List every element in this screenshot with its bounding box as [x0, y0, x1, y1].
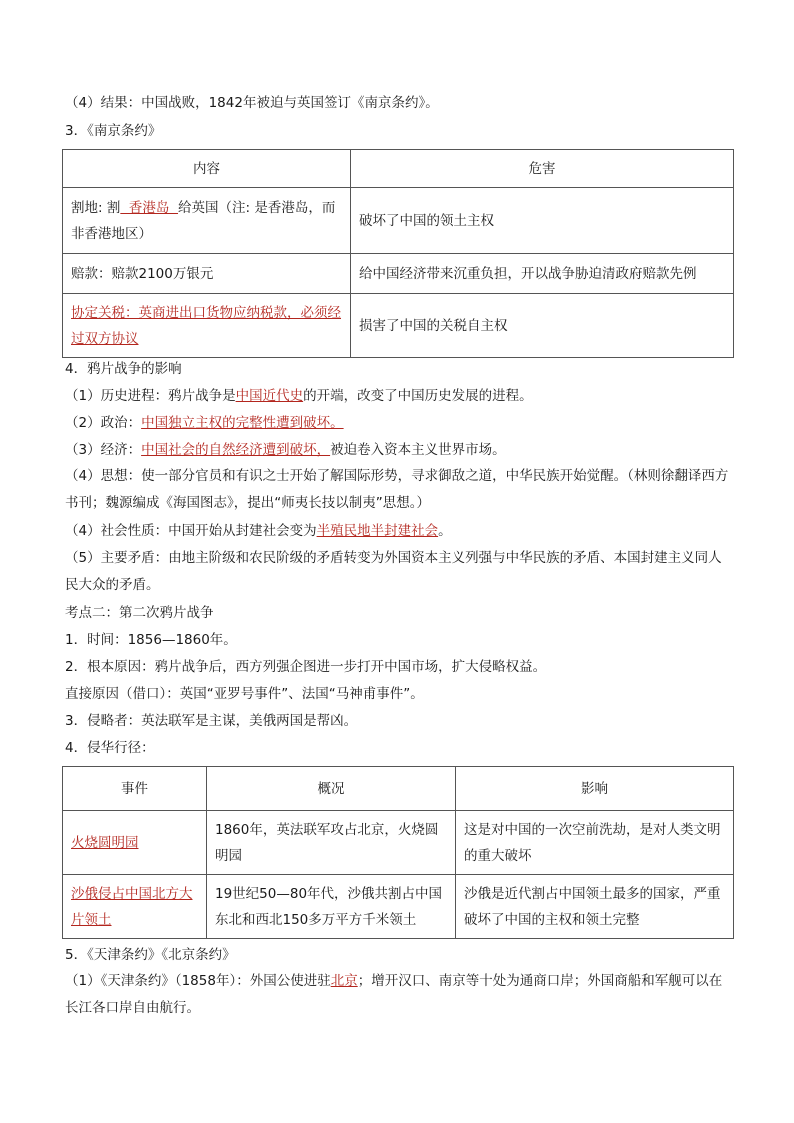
indemnity-harm-cell: 给中国经济带来沉重负担，开以战争胁迫清政府赔款先例: [351, 254, 734, 294]
crimes-table: [62, 766, 734, 939]
tariff-answer: 协定关税：英商进出口货物应纳税款，必须经过双方协议: [71, 304, 341, 347]
header-impact: 影响: [456, 767, 734, 811]
society-answer: 半殖民地半封建社会: [316, 523, 439, 539]
second-war-root-cause: 2．根本原因：鸦片战争后，西方列强企图进一步打开中国市场，扩大侵略权益。: [65, 659, 547, 675]
impact-history-line: [65, 386, 533, 406]
economy-suffix: 被迫卷入资本主义世界市场。: [330, 442, 506, 458]
tianjin-treaty-paragraph: [65, 968, 733, 1022]
table-row: [63, 875, 734, 939]
header-event: 事件: [63, 767, 207, 811]
cession-suffix: 给英国（注: 是香港岛，而非香港地区）: [71, 199, 336, 242]
second-war-aggressors: 3．侵略者：英法联军是主谋，美俄两国是帮凶。: [65, 713, 358, 729]
header-summary: 概况: [207, 767, 456, 811]
indemnity-cell: 赔款：赔款2100万银元: [63, 254, 351, 294]
economy-answer: 中国社会的自然经济遭到破坏，: [141, 442, 331, 458]
cession-prefix: 割地: 割: [71, 199, 121, 216]
table-header-row: [63, 150, 734, 188]
impact-cell: 沙俄是近代割占中国领土最多的国家，严重破坏了中国的主权和领土完整: [456, 875, 734, 939]
society-suffix: 。: [438, 523, 452, 539]
event-cell: [63, 811, 207, 875]
tianjin-answer: 北京: [330, 973, 358, 989]
tianjin-prefix: （1）《天津条约》（1858年）：外国公使进驻: [65, 973, 331, 989]
table-row: [63, 254, 734, 294]
header-content: 内容: [63, 150, 351, 188]
event-cell: [63, 875, 207, 939]
politics-answer: 中国独立主权的完整性遭到破坏。: [141, 415, 344, 431]
society-prefix: （4）社会性质：中国开始从封建社会变为: [65, 523, 317, 539]
treaties-heading: 5．《天津条约》《北京条约》: [65, 947, 236, 963]
impact-heading: 4．鸦片战争的影响: [65, 361, 182, 377]
table-row: [63, 811, 734, 875]
war-result-line: （4）结果：中国战败，1842年被迫与英国签订《南京条约》。: [65, 95, 439, 111]
impact-cell: 这是对中国的一次空前洗劫，是对人类文明的重大破坏: [456, 811, 734, 875]
cession-harm-cell: 破坏了中国的领土主权: [351, 188, 734, 254]
impact-politics-line: [65, 413, 344, 433]
impact-thought-paragraph: （4）思想：使一部分官员和有识之士开始了解国际形势，寻求御敌之道，中华民族开始觉醒。（林则徐翻译西方书刊；魏源编成《海国图志》，提出“师夷长技以制夷”思想。）: [65, 468, 729, 511]
impact-society-line: [65, 521, 452, 541]
impact-economy-line: [65, 440, 506, 460]
summary-cell: 19世纪50—80年代，沙俄共割占中国东北和西北150多万平方千米领土: [207, 875, 456, 939]
section-nanjing-treaty-heading: 3．《南京条约》: [65, 123, 162, 139]
cession-cell: [63, 188, 351, 254]
summary-cell: 1860年，英法联军攻占北京，火烧圆明园: [207, 811, 456, 875]
politics-prefix: （2）政治：: [65, 415, 142, 431]
tariff-harm-cell: 损害了中国的关税自主权: [351, 294, 734, 358]
table-header-row: [63, 767, 734, 811]
hong-kong-answer: 香港岛: [120, 199, 179, 216]
header-harm: 危害: [351, 150, 734, 188]
second-opium-war-heading: 考点二：第二次鸦片战争: [65, 605, 214, 621]
nanjing-treaty-table: [62, 149, 734, 358]
economy-prefix: （3）经济：: [65, 442, 142, 458]
table-row: [63, 188, 734, 254]
second-war-crimes-heading: 4．侵华行径：: [65, 740, 155, 756]
tianjin-suffix: ；增开汉口、南京等十处为通商口岸；外国商船和军舰可以在长江各口岸自由航行。: [65, 973, 723, 1016]
tariff-cell: [63, 294, 351, 358]
impact-conflict-paragraph: （5）主要矛盾：由地主阶级和农民阶级的矛盾转变为外国资本主义列强与中华民族的矛盾、本国封建主义同人民大众的矛盾。: [65, 550, 722, 593]
history-answer: 中国近代史: [235, 388, 304, 404]
second-war-direct-cause: 直接原因（借口）：英国“亚罗号事件”、法国“马神甫事件”。: [65, 686, 424, 702]
history-suffix: 的开端，改变了中国历史发展的进程。: [303, 388, 533, 404]
second-war-time: 1．时间：1856—1860年。: [65, 632, 237, 648]
table-row: [63, 294, 734, 358]
event-answer: 火烧圆明园: [71, 834, 139, 851]
event-answer: 沙俄侵占中国北方大片领土: [71, 885, 193, 928]
history-prefix: （1）历史进程：鸦片战争是: [65, 388, 236, 404]
